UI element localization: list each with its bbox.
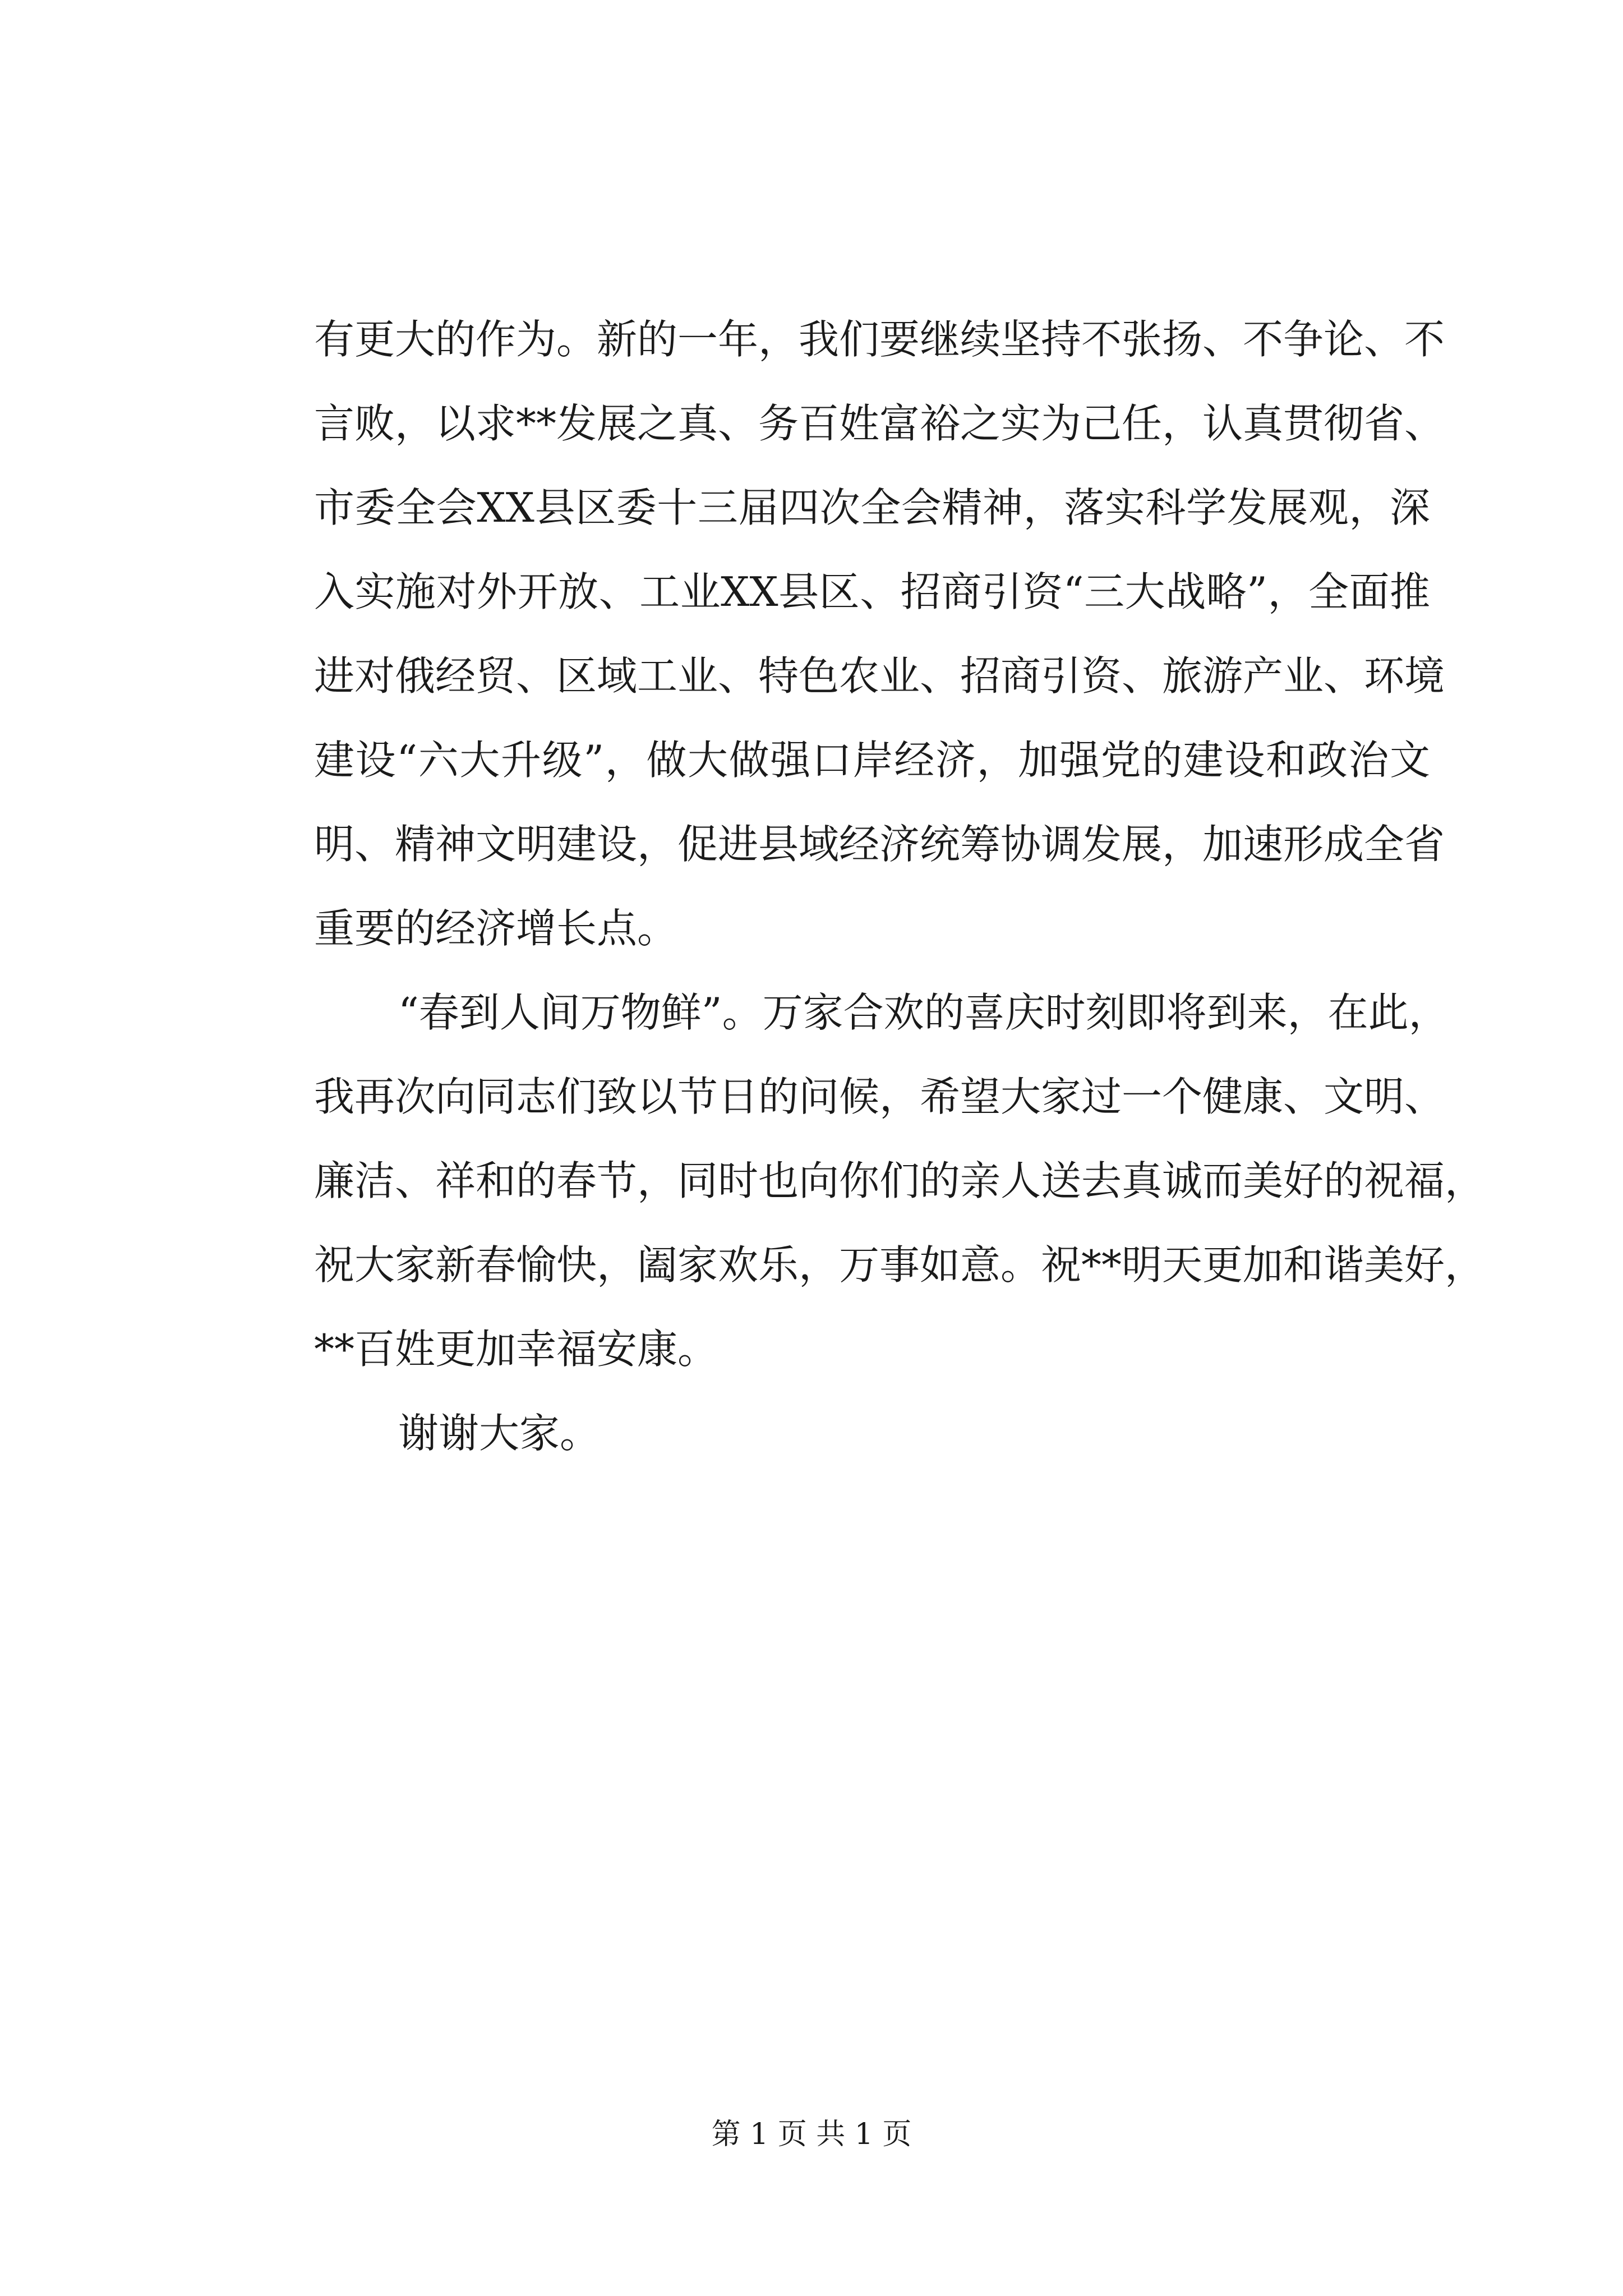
document-body [314, 297, 1486, 1475]
closing-text: 谢谢大家。 [398, 1410, 601, 1457]
text-line: 明、精神文明建设，促进县域经济统筹协调发展，加速形成全省 [314, 821, 1445, 868]
text-line: 廉洁、祥和的春节，同时也向你们的亲人送去真诚而美好的祝福， [314, 1157, 1486, 1204]
text-line: 进对俄经贸、区域工业、特色农业、招商引资、旅游产业、环境 [314, 652, 1445, 700]
text-line: 言败，以求**发展之真、务百姓富裕之实为己任，认真贯彻省、 [314, 400, 1445, 447]
page-footer [0, 2115, 1623, 2154]
paragraph-1 [314, 297, 1445, 970]
paragraph-2 [314, 970, 1486, 1391]
text-line: **百姓更加幸福安康。 [314, 1326, 718, 1373]
text-line: 市委全会XX县区委十三届四次全会精神，落实科学发展观，深 [314, 484, 1430, 531]
text-line: 有更大的作为。新的一年，我们要继续坚持不张扬、不争论、不 [314, 316, 1445, 363]
text-line: “春到人间万物鲜”。万家合欢的喜庆时刻即将到来，在此， [398, 989, 1449, 1036]
text-line: 建设“六大升级”，做大做强口岸经济，加强党的建设和政治文 [314, 737, 1430, 784]
closing-paragraph [314, 1391, 1430, 1475]
text-line: 我再次向同志们致以节日的问候，希望大家过一个健康、文明、 [314, 1073, 1445, 1120]
page-indicator: 第 1 页 共 1 页 [711, 2118, 912, 2151]
text-line: 祝大家新春愉快，阖家欢乐，万事如意。祝**明天更加和谐美好， [314, 1241, 1486, 1289]
text-line: 重要的经济增长点。 [314, 905, 678, 952]
text-line: 入实施对外开放、工业XX县区、招商引资“三大战略”，全面推 [314, 568, 1430, 615]
